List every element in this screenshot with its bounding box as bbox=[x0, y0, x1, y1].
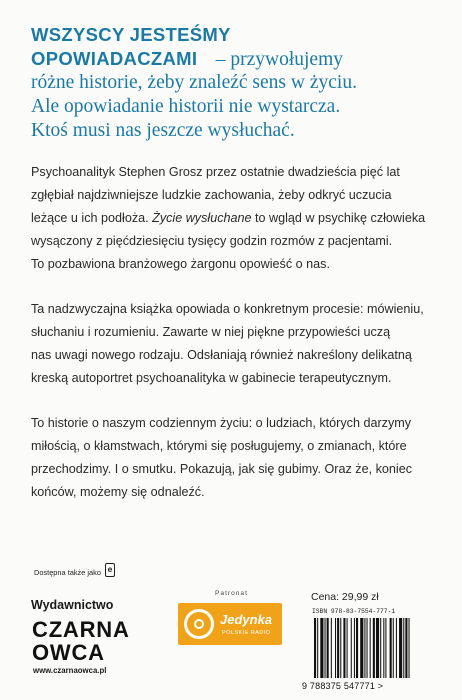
headline-keyword: OPOWIADACZAMI bbox=[31, 48, 198, 69]
logo-subtitle: POLSKIE RADIO bbox=[222, 630, 271, 636]
patronage-label: Patronat bbox=[215, 590, 248, 597]
paragraph-line: Psychoanalityk Stephen Grosz przez ostatnie dwadzieścia pięć lat bbox=[31, 165, 400, 179]
paragraph-line: nas uwagi nowego rodzaju. Odsłaniają również nakreślony delikatną bbox=[31, 348, 412, 362]
publisher-name-line-2: OWCA bbox=[32, 640, 105, 665]
publisher-website: www.czarnaowca.pl bbox=[33, 666, 107, 675]
paragraph-line bbox=[31, 211, 425, 225]
paragraph-text: to wgląd w psychikę człowieka bbox=[255, 211, 426, 225]
headline-line-3: różne historie, żeby znaleźć sens w życiu. bbox=[31, 72, 357, 93]
logo-name: Jedynka bbox=[220, 612, 273, 627]
publisher-name-line-1: CZARNA bbox=[32, 617, 130, 642]
barcode-digits: 9 788375 547771 > bbox=[302, 681, 384, 691]
book-title: Życie wysłuchane bbox=[152, 211, 252, 225]
paragraph-line: Ta nadzwyczajna książka opowiada o konkretnym procesie: mówieniu, bbox=[31, 302, 424, 316]
paragraph-line: przechodzimy. I o smutku. Pokazują, jak się gubimy. Oraz że, koniec bbox=[31, 462, 412, 476]
price-label: Cena: 29,99 zł bbox=[311, 591, 379, 603]
headline-line-5: Ktoś musi nas jeszcze wysłuchać. bbox=[31, 120, 295, 141]
paragraph-line: słuchaniu i rozumieniu. Zawarte w niej piękne przypowieści uczą bbox=[31, 325, 391, 339]
headline-line-1: WSZYSCY JESTEŚMY bbox=[31, 24, 231, 45]
paragraph-line: wysączony z pięćdziesięciu tysięcy godzin rozmów z pacjentami. bbox=[31, 234, 393, 248]
paragraph-line: kreską autoportret psychoanalityka w gabinecie terapeutycznym. bbox=[31, 371, 392, 385]
jedynka-radio-logo bbox=[178, 603, 282, 645]
paragraph-line: To historie o naszym codziennym życiu: o ludziach, których darzymy bbox=[31, 416, 412, 430]
headline-line-4: Ale opowiadanie historii nie wystarcza. bbox=[31, 96, 341, 117]
paragraph-line: To pozbawiona branżowego żargonu opowieść o nas. bbox=[31, 257, 330, 271]
radio-sun-icon bbox=[184, 609, 214, 639]
headline-line-2-rest: – przywołujemy bbox=[215, 49, 343, 70]
headline-line-2 bbox=[31, 48, 343, 71]
availability-text: Dostępna także jako bbox=[34, 568, 101, 577]
paragraph-line: końców, możemy się odnaleźć. bbox=[31, 485, 205, 499]
publisher-label: Wydawnictwo bbox=[31, 598, 114, 612]
paragraph-line: zgłębiał najdziwniejsze ludzkie zachowania, żeby odkryć uczucia bbox=[31, 188, 392, 202]
barcode-image bbox=[314, 618, 444, 678]
paragraph-line: miłością, o kłamstwach, którymi się posługujemy, o zmianach, które bbox=[31, 439, 407, 453]
ebook-icon: e bbox=[105, 563, 115, 577]
isbn-label: ISBN 978-83-7554-777-1 bbox=[312, 608, 396, 615]
paragraph-text: leżące u ich podłoża. bbox=[31, 211, 149, 225]
